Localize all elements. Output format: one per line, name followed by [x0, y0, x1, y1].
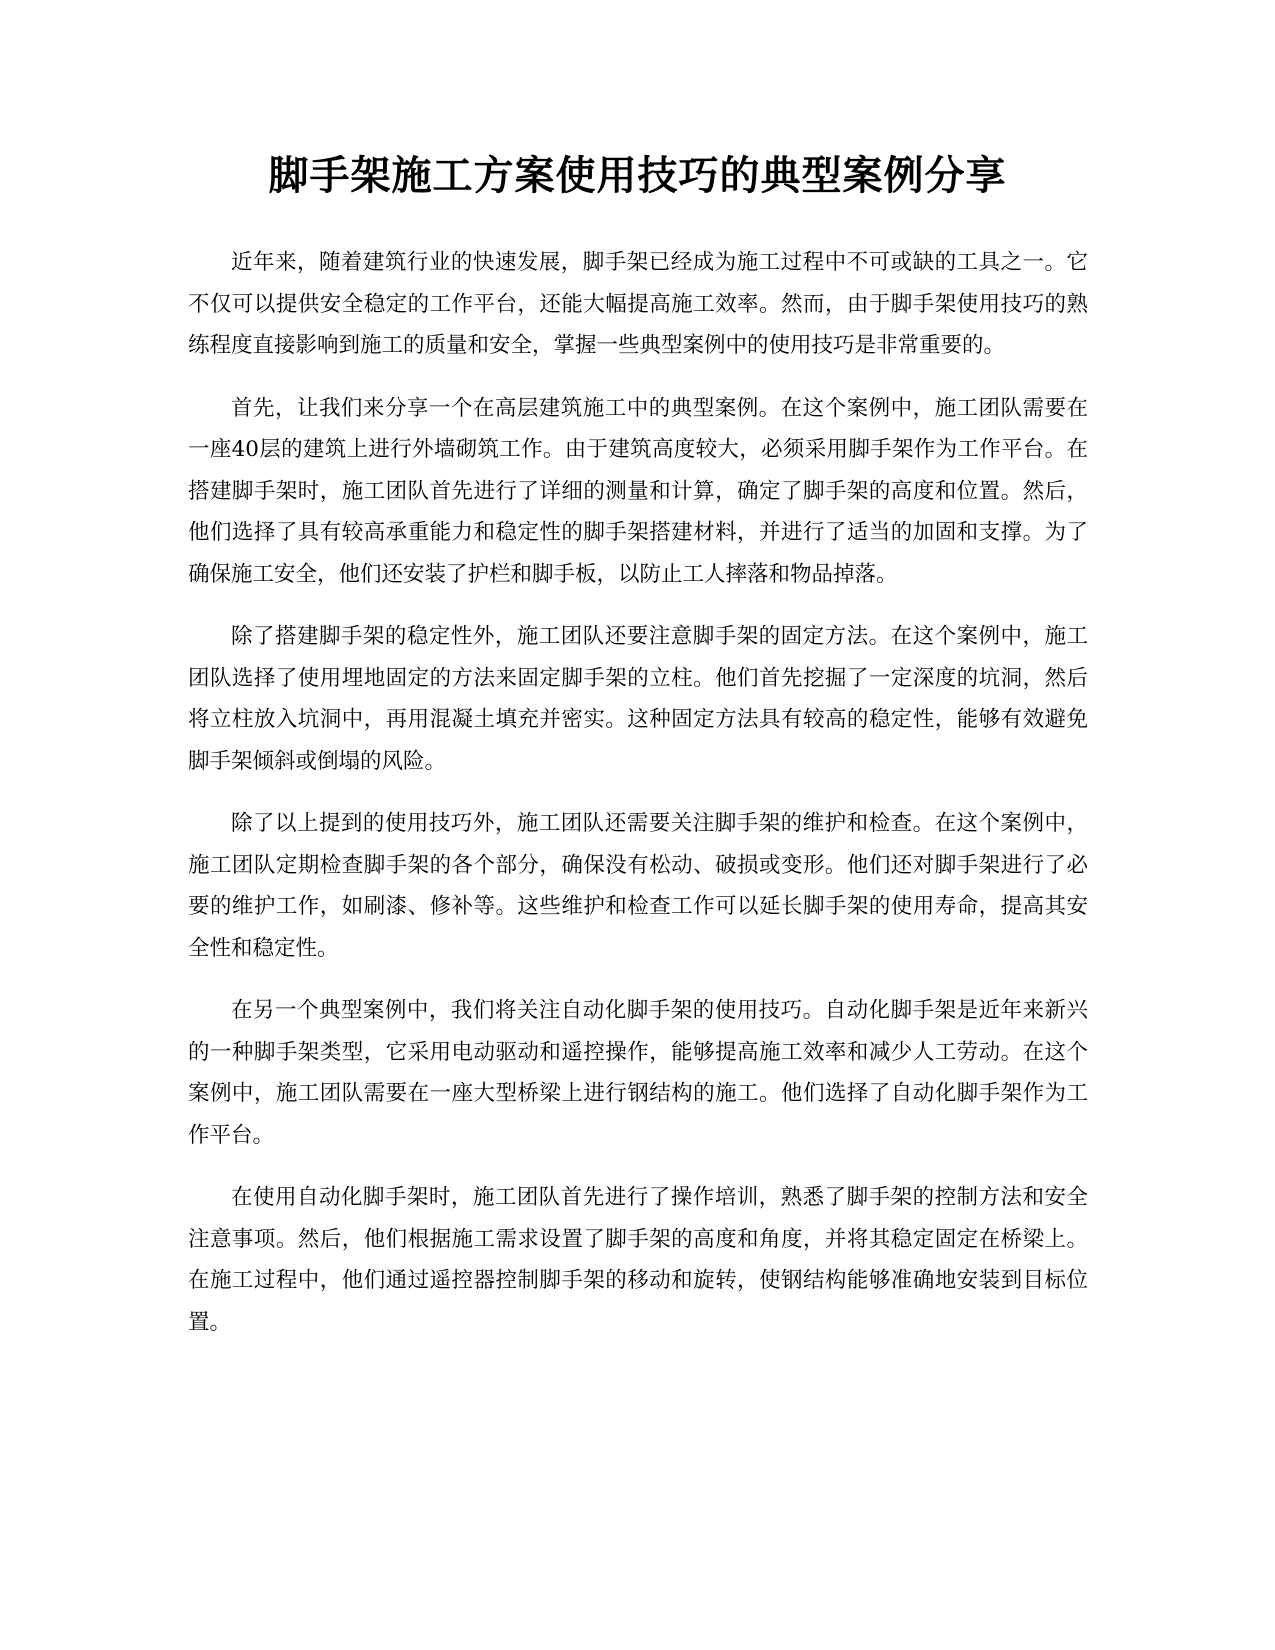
document-body — [188, 242, 1088, 1364]
paragraph-fixing-method: 除了搭建脚手架的稳定性外，施工团队还要注意脚手架的固定方法。在这个案例中，施工团队选择了使用埋地固定的方法来固定脚手架的立柱。他们首先挖掘了一定深度的坑洞，然后将立柱放入坑洞中，再用混凝土填充并密实。这种固定方法具有较高的稳定性，能够有效避免脚手架倾斜或倒塌的风险。 — [188, 624, 1088, 774]
document-title: 脚手架施工方案使用技巧的典型案例分享 — [268, 153, 1007, 199]
paragraph-automated-case: 在另一个典型案例中，我们将关注自动化脚手架的使用技巧。自动化脚手架是近年来新兴的一种脚手架类型，它采用电动驱动和遥控操作，能够提高施工效率和减少人工劳动。在这个案例中，施工团队需要在一座大型桥梁上进行钢结构的施工。他们选择了自动化脚手架作为工作平台。 — [188, 998, 1088, 1148]
paragraph-high-rise-case: 首先，让我们来分享一个在高层建筑施工中的典型案例。在这个案例中，施工团队需要在一座40层的建筑上进行外墙砌筑工作。由于建筑高度较大，必须采用脚手架作为工作平台。在搭建脚手架时，施工团队首先进行了详细的测量和计算，确定了脚手架的高度和位置。然后，他们选择了具有较高承重能力和稳定性的脚手架搭建材料，并进行了适当的加固和支撑。为了确保施工安全，他们还安装了护栏和脚手板，以防止工人摔落和物品掉落。 — [188, 395, 1088, 587]
paragraph-automated-usage: 在使用自动化脚手架时，施工团队首先进行了操作培训，熟悉了脚手架的控制方法和安全注意事项。然后，他们根据施工需求设置了脚手架的高度和角度，并将其稳定固定在桥梁上。在施工过程中，他们通过遥控器控制脚手架的移动和旋转，使钢结构能够准确地安装到目标位置。 — [188, 1185, 1088, 1335]
paragraph-maintenance: 除了以上提到的使用技巧外，施工团队还需要关注脚手架的维护和检查。在这个案例中，施工团队定期检查脚手架的各个部分，确保没有松动、破损或变形。他们还对脚手架进行了必要的维护工作，如刷漆、修补等。这些维护和检查工作可以延长脚手架的使用寿命，提高其安全性和稳定性。 — [188, 811, 1088, 961]
paragraph-intro: 近年来，随着建筑行业的快速发展，脚手架已经成为施工过程中不可或缺的工具之一。它不仅可以提供安全稳定的工作平台，还能大幅提高施工效率。然而，由于脚手架使用技巧的熟练程度直接影响到施工的质量和安全，掌握一些典型案例中的使用技巧是非常重要的。 — [188, 250, 1088, 358]
